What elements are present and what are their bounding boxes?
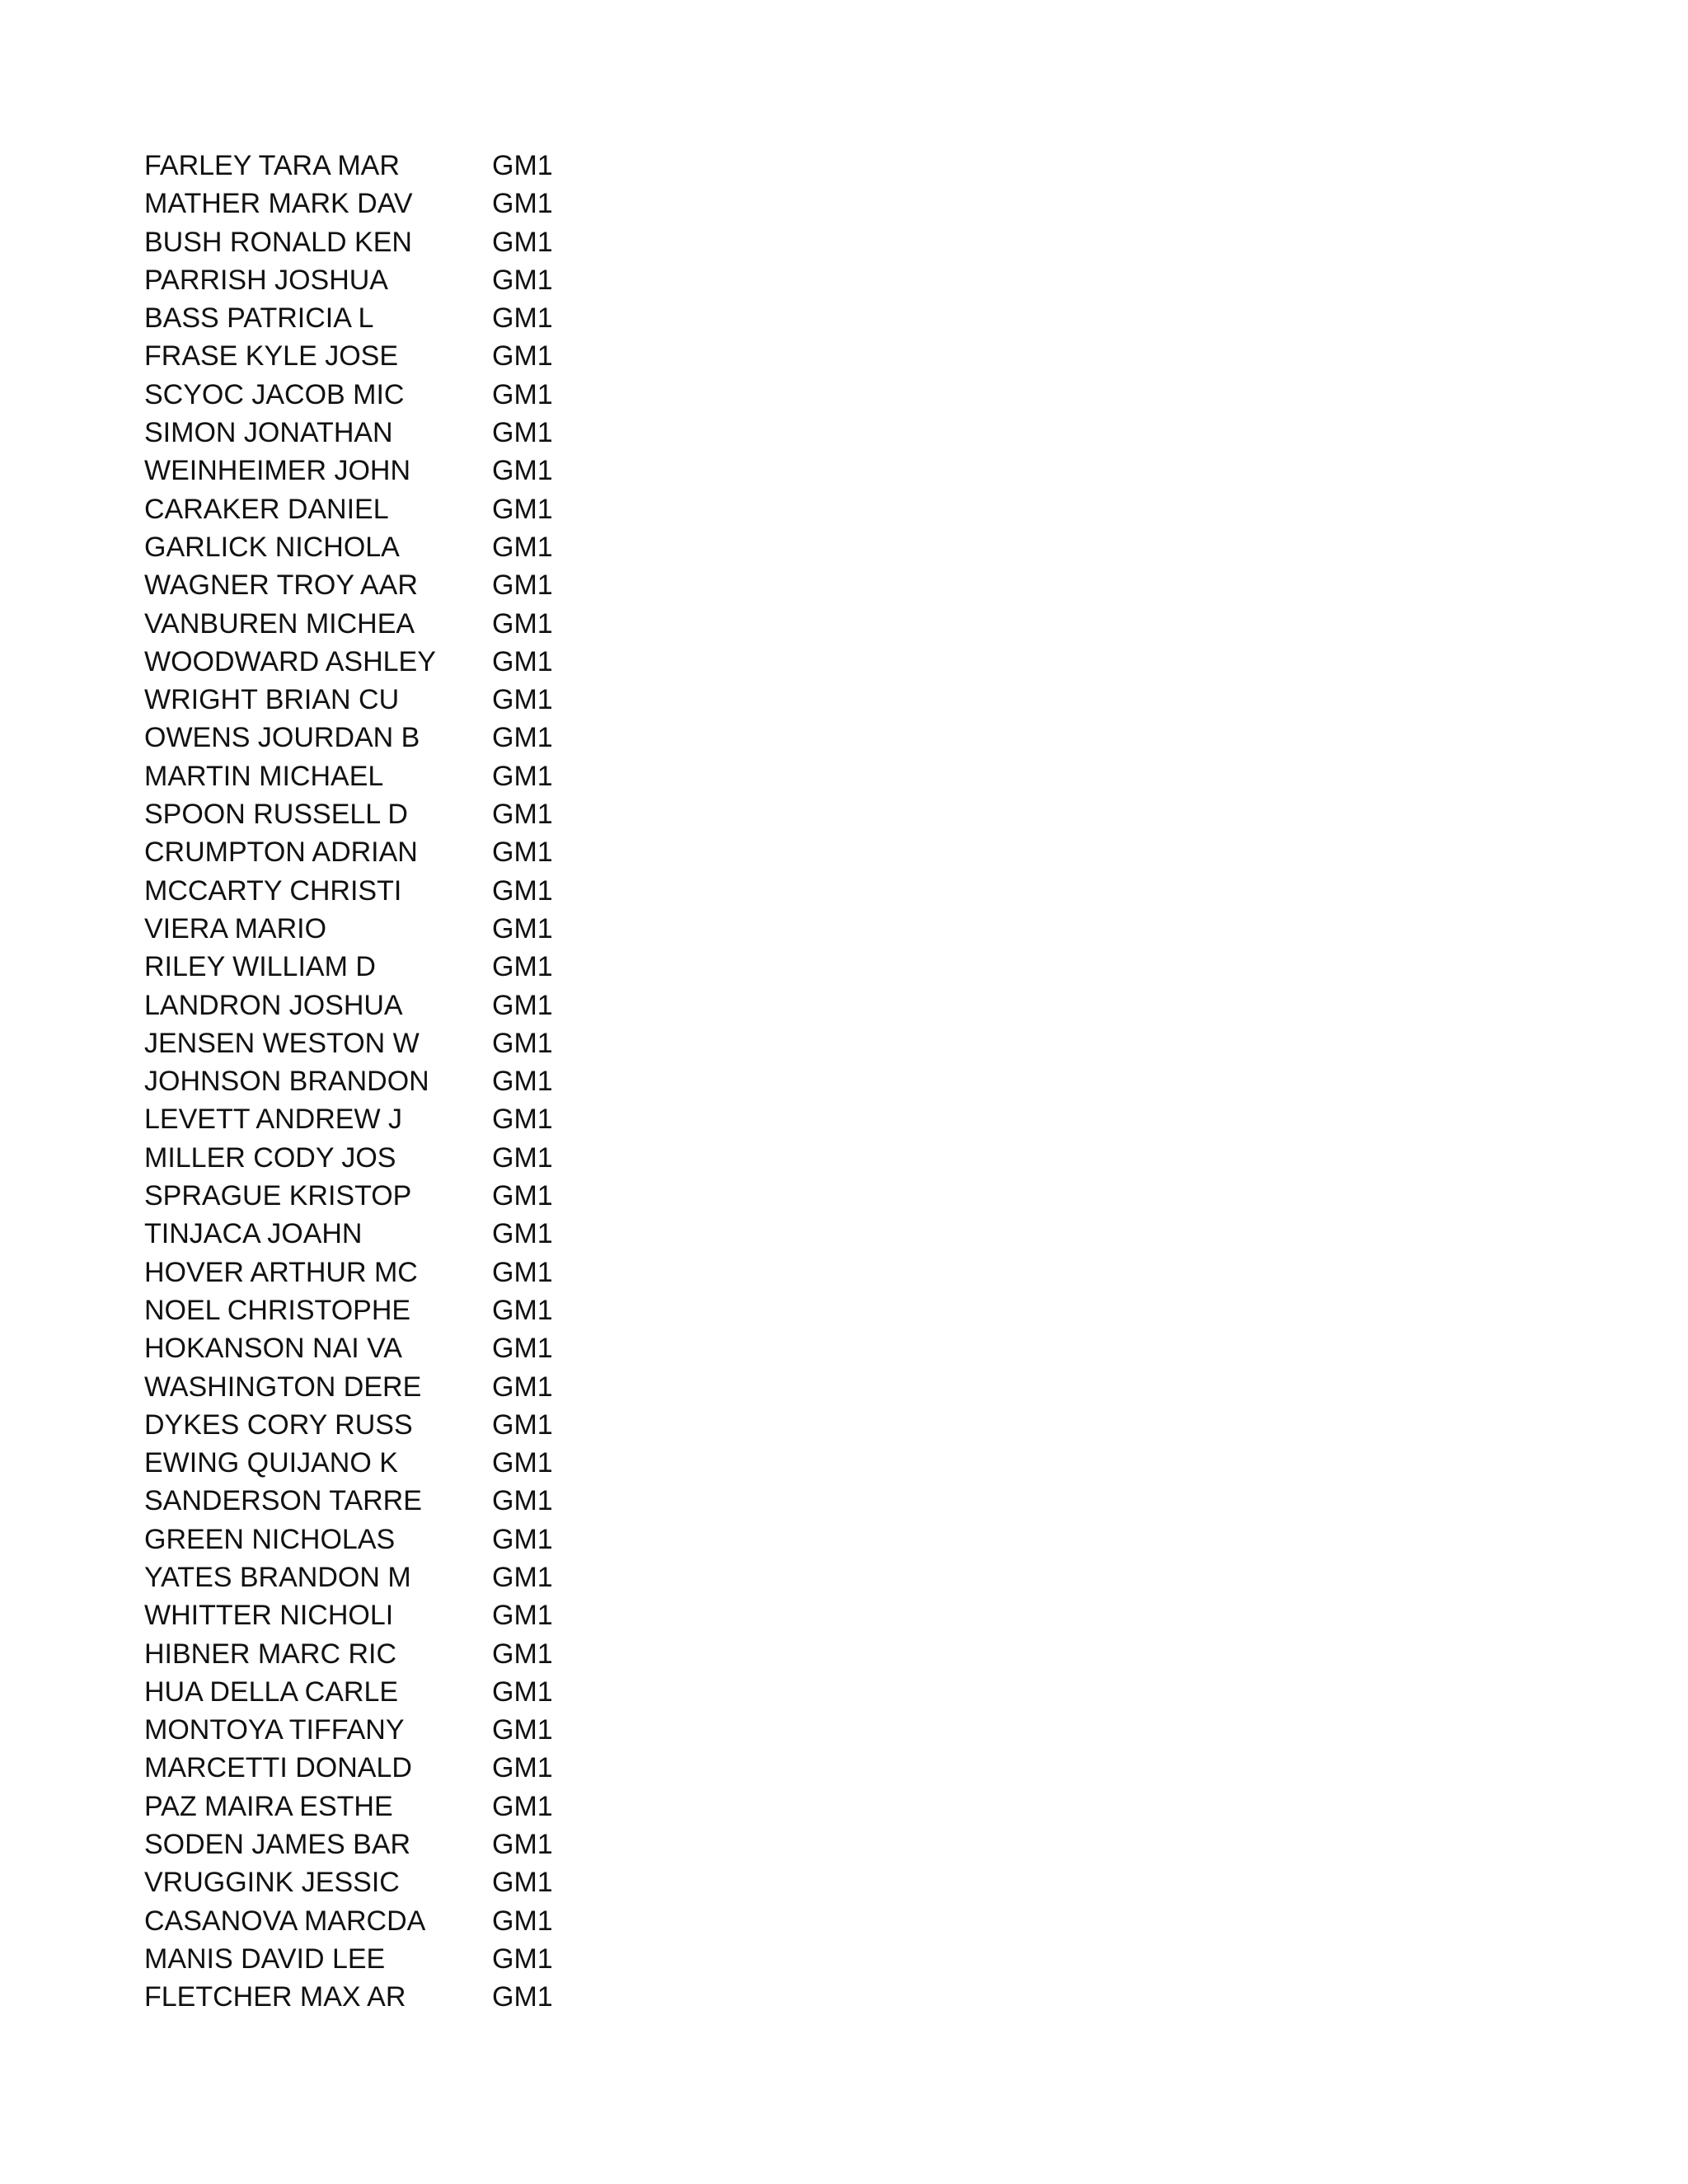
grade-code: GM1 xyxy=(492,340,553,373)
list-item xyxy=(144,1596,606,1634)
list-item xyxy=(144,948,606,986)
person-name: RILEY WILLIAM D xyxy=(144,951,376,983)
grade-code: GM1 xyxy=(492,1371,553,1403)
person-name: OWENS JOURDAN B xyxy=(144,722,420,754)
grade-code: GM1 xyxy=(492,1027,553,1059)
list-item xyxy=(144,1215,606,1253)
grade-code: GM1 xyxy=(492,645,553,677)
person-name: BUSH RONALD KEN xyxy=(144,226,412,258)
grade-code: GM1 xyxy=(492,1675,553,1708)
person-name: SODEN JAMES BAR xyxy=(144,1829,411,1861)
grade-code: GM1 xyxy=(492,1408,553,1441)
list-item xyxy=(144,1254,606,1291)
grade-code: GM1 xyxy=(492,150,553,181)
list-item xyxy=(144,185,606,223)
grade-code: GM1 xyxy=(492,837,553,869)
list-item xyxy=(144,1482,606,1520)
grade-code: GM1 xyxy=(492,1790,553,1822)
grade-code: GM1 xyxy=(492,607,553,640)
grade-code: GM1 xyxy=(492,1561,553,1593)
list-item xyxy=(144,376,606,414)
person-name: MATHER MARK DAV xyxy=(144,188,413,220)
list-item xyxy=(144,147,606,185)
grade-code: GM1 xyxy=(492,1256,553,1288)
list-item xyxy=(144,1100,606,1138)
grade-code: GM1 xyxy=(492,989,553,1021)
grade-code: GM1 xyxy=(492,455,553,487)
list-item xyxy=(144,414,606,452)
list-item xyxy=(144,1368,606,1406)
list-item xyxy=(144,1673,606,1711)
person-name: HUA DELLA CARLE xyxy=(144,1675,399,1708)
grade-code: GM1 xyxy=(492,188,553,220)
list-item xyxy=(144,1062,606,1100)
person-name: FARLEY TARA MAR xyxy=(144,150,400,181)
list-item xyxy=(144,757,606,795)
person-name: MARTIN MICHAEL xyxy=(144,760,384,792)
list-item xyxy=(144,1978,606,2016)
grade-code: GM1 xyxy=(492,1523,553,1555)
grade-code: GM1 xyxy=(492,722,553,754)
person-name: HIBNER MARC RIC xyxy=(144,1638,397,1670)
grade-code: GM1 xyxy=(492,1829,553,1861)
person-name: CRUMPTON ADRIAN xyxy=(144,837,418,869)
grade-code: GM1 xyxy=(492,302,553,335)
person-name: MANIS DAVID LEE xyxy=(144,1943,386,1975)
list-item xyxy=(144,566,606,604)
person-name: HOKANSON NAI VA xyxy=(144,1333,402,1365)
person-name: PAZ MAIRA ESTHE xyxy=(144,1790,393,1822)
list-item xyxy=(144,643,606,681)
person-name: LEVETT ANDREW J xyxy=(144,1104,402,1136)
grade-code: GM1 xyxy=(492,569,553,602)
list-item xyxy=(144,452,606,490)
person-name: NOEL CHRISTOPHE xyxy=(144,1294,411,1326)
list-item xyxy=(144,1139,606,1177)
grade-code: GM1 xyxy=(492,417,553,449)
grade-code: GM1 xyxy=(492,264,553,296)
list-item xyxy=(144,223,606,261)
person-name: CASANOVA MARCDA xyxy=(144,1905,426,1937)
person-name: WAGNER TROY AAR xyxy=(144,569,418,602)
grade-code: GM1 xyxy=(492,760,553,792)
person-name: WEINHEIMER JOHN xyxy=(144,455,410,487)
person-name: SIMON JONATHAN xyxy=(144,417,393,449)
list-item xyxy=(144,1444,606,1482)
grade-code: GM1 xyxy=(492,1867,553,1899)
list-item xyxy=(144,1940,606,1978)
person-name: WRIGHT BRIAN CU xyxy=(144,684,400,716)
grade-code: GM1 xyxy=(492,1752,553,1784)
person-name: SPRAGUE KRISTOP xyxy=(144,1180,412,1212)
list-item xyxy=(144,987,606,1024)
list-item xyxy=(144,1711,606,1749)
list-item xyxy=(144,719,606,757)
person-name: SANDERSON TARRE xyxy=(144,1485,422,1517)
list-item xyxy=(144,833,606,871)
person-name: YATES BRANDON M xyxy=(144,1561,411,1593)
list-item xyxy=(144,1863,606,1901)
person-name: HOVER ARTHUR MC xyxy=(144,1256,418,1288)
grade-code: GM1 xyxy=(492,1104,553,1136)
grade-code: GM1 xyxy=(492,1333,553,1365)
person-name: MCCARTY CHRISTI xyxy=(144,874,402,907)
list-item xyxy=(144,490,606,528)
list-item xyxy=(144,872,606,910)
grade-code: GM1 xyxy=(492,1294,553,1326)
person-name: LANDRON JOSHUA xyxy=(144,989,403,1021)
person-name: WHITTER NICHOLI xyxy=(144,1600,394,1632)
person-name: PARRISH JOSHUA xyxy=(144,264,388,296)
list-item xyxy=(144,1177,606,1215)
grade-code: GM1 xyxy=(492,1066,553,1098)
person-name: DYKES CORY RUSS xyxy=(144,1408,413,1441)
person-name: VIERA MARIO xyxy=(144,912,327,944)
person-name: JENSEN WESTON W xyxy=(144,1027,420,1059)
roster-list xyxy=(144,147,606,2017)
grade-code: GM1 xyxy=(492,1638,553,1670)
person-name: MARCETTI DONALD xyxy=(144,1752,412,1784)
grade-code: GM1 xyxy=(492,1905,553,1937)
list-item xyxy=(144,605,606,643)
list-item xyxy=(144,1521,606,1558)
list-item xyxy=(144,795,606,833)
person-name: CARAKER DANIEL xyxy=(144,493,389,525)
person-name: MONTOYA TIFFANY xyxy=(144,1714,405,1746)
person-name: SCYOC JACOB MIC xyxy=(144,378,405,410)
list-item xyxy=(144,261,606,299)
list-item xyxy=(144,1558,606,1596)
list-item xyxy=(144,910,606,948)
grade-code: GM1 xyxy=(492,1447,553,1479)
grade-code: GM1 xyxy=(492,1981,553,2013)
list-item xyxy=(144,1406,606,1444)
person-name: FRASE KYLE JOSE xyxy=(144,340,398,373)
person-name: MILLER CODY JOS xyxy=(144,1141,396,1174)
grade-code: GM1 xyxy=(492,1218,553,1250)
list-item xyxy=(144,1635,606,1673)
list-item xyxy=(144,1749,606,1787)
list-item xyxy=(144,299,606,337)
grade-code: GM1 xyxy=(492,531,553,563)
person-name: TINJACA JOAHN xyxy=(144,1218,363,1250)
list-item xyxy=(144,528,606,566)
list-item xyxy=(144,1825,606,1863)
person-name: EWING QUIJANO K xyxy=(144,1447,398,1479)
person-name: FLETCHER MAX AR xyxy=(144,1981,406,2013)
grade-code: GM1 xyxy=(492,378,553,410)
list-item xyxy=(144,337,606,375)
list-item xyxy=(144,1788,606,1825)
grade-code: GM1 xyxy=(492,1600,553,1632)
person-name: VRUGGINK JESSIC xyxy=(144,1867,400,1899)
person-name: SPOON RUSSELL D xyxy=(144,799,408,831)
grade-code: GM1 xyxy=(492,1141,553,1174)
person-name: JOHNSON BRANDON xyxy=(144,1066,429,1098)
person-name: WASHINGTON DERE xyxy=(144,1371,422,1403)
grade-code: GM1 xyxy=(492,684,553,716)
person-name: GREEN NICHOLAS xyxy=(144,1523,396,1555)
list-item xyxy=(144,681,606,719)
list-item xyxy=(144,1024,606,1062)
grade-code: GM1 xyxy=(492,1943,553,1975)
person-name: WOODWARD ASHLEY xyxy=(144,645,436,677)
grade-code: GM1 xyxy=(492,951,553,983)
person-name: VANBUREN MICHEA xyxy=(144,607,415,640)
person-name: GARLICK NICHOLA xyxy=(144,531,400,563)
grade-code: GM1 xyxy=(492,912,553,944)
grade-code: GM1 xyxy=(492,799,553,831)
grade-code: GM1 xyxy=(492,874,553,907)
grade-code: GM1 xyxy=(492,1180,553,1212)
list-item xyxy=(144,1329,606,1367)
grade-code: GM1 xyxy=(492,1714,553,1746)
person-name: BASS PATRICIA L xyxy=(144,302,374,335)
grade-code: GM1 xyxy=(492,1485,553,1517)
grade-code: GM1 xyxy=(492,493,553,525)
grade-code: GM1 xyxy=(492,226,553,258)
list-item xyxy=(144,1902,606,1940)
list-item xyxy=(144,1291,606,1329)
